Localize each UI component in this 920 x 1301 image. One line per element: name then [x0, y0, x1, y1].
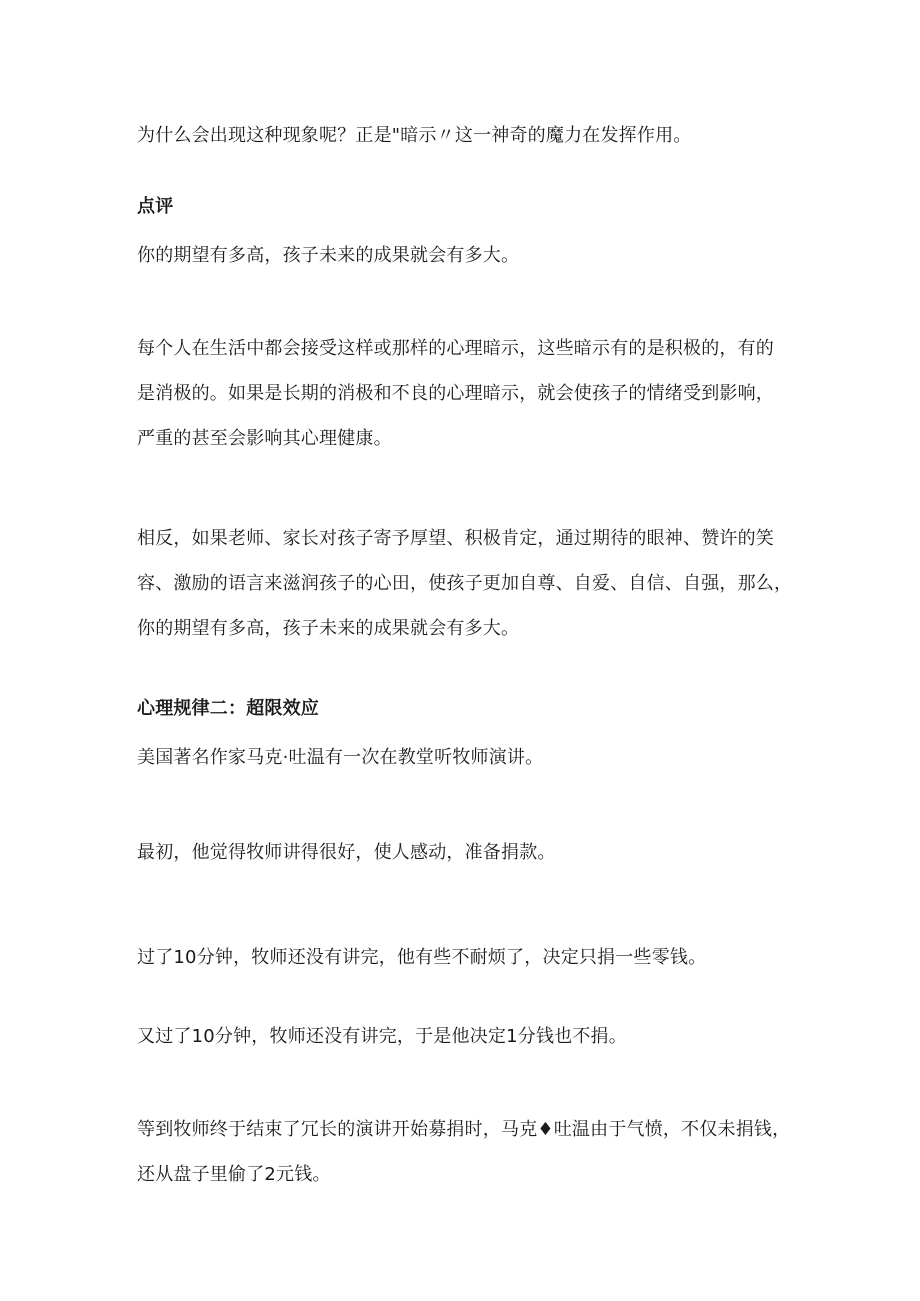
paragraph-line: 容、激励的语言来滋润孩子的心田，使孩子更加自尊、自爱、自信、自强，那么，	[137, 573, 793, 594]
heading-text: 心理规律二：超限效应	[137, 698, 319, 719]
paragraph-line: 是消极的。如果是长期的消极和不良的心理暗示，就会使孩子的情绪受到影响，	[137, 383, 774, 404]
paragraph-line: 最初，他觉得牧师讲得很好，使人感动，准备捐款。	[137, 842, 556, 863]
paragraph-ten-minutes	[137, 935, 787, 980]
heading-law-2	[137, 686, 787, 731]
paragraph-line: 每个人在生活中都会接受这样或那样的心理暗示，这些暗示有的是积极的，有的	[137, 338, 774, 359]
paragraph-line: 为什么会出现这种现象呢？正是"暗示〃这一神奇的魔力在发挥作用。	[137, 125, 692, 146]
paragraph-twain-intro	[137, 735, 787, 780]
heading-review	[137, 184, 787, 229]
paragraph-line: 严重的甚至会影响其心理健康。	[137, 428, 392, 449]
paragraph-opposite	[137, 516, 793, 651]
paragraph-line: 你的期望有多高，孩子未来的成果就会有多大。	[137, 245, 520, 266]
paragraph-first	[137, 830, 787, 875]
paragraph-expectation	[137, 233, 787, 278]
heading-text: 点评	[137, 196, 174, 217]
paragraph-line: 过了10分钟，牧师还没有讲完，他有些不耐烦了，决定只捐一些零钱。	[137, 947, 707, 968]
paragraph-intro	[137, 113, 787, 158]
paragraph-line: 美国著名作家马克·吐温有一次在教堂听牧师演讲。	[137, 747, 544, 768]
paragraph-line: 相反，如果老师、家长对孩子寄予厚望、积极肯定，通过期待的眼神、赞许的笑	[137, 528, 774, 549]
paragraph-line: 又过了10分钟，牧师还没有讲完，于是他决定1分钱也不捐。	[137, 1026, 627, 1047]
paragraph-another-ten-minutes	[137, 1014, 787, 1059]
paragraph-line: 还从盘子里偷了2元钱。	[137, 1164, 331, 1185]
paragraph-suggestion	[137, 326, 787, 461]
paragraph-line: 等到牧师终于结束了冗长的演讲开始募捐时，马克♦吐温由于气愤，不仅未捐钱，	[137, 1119, 791, 1140]
paragraph-ending	[137, 1107, 791, 1197]
paragraph-line: 你的期望有多高，孩子未来的成果就会有多大。	[137, 618, 520, 639]
